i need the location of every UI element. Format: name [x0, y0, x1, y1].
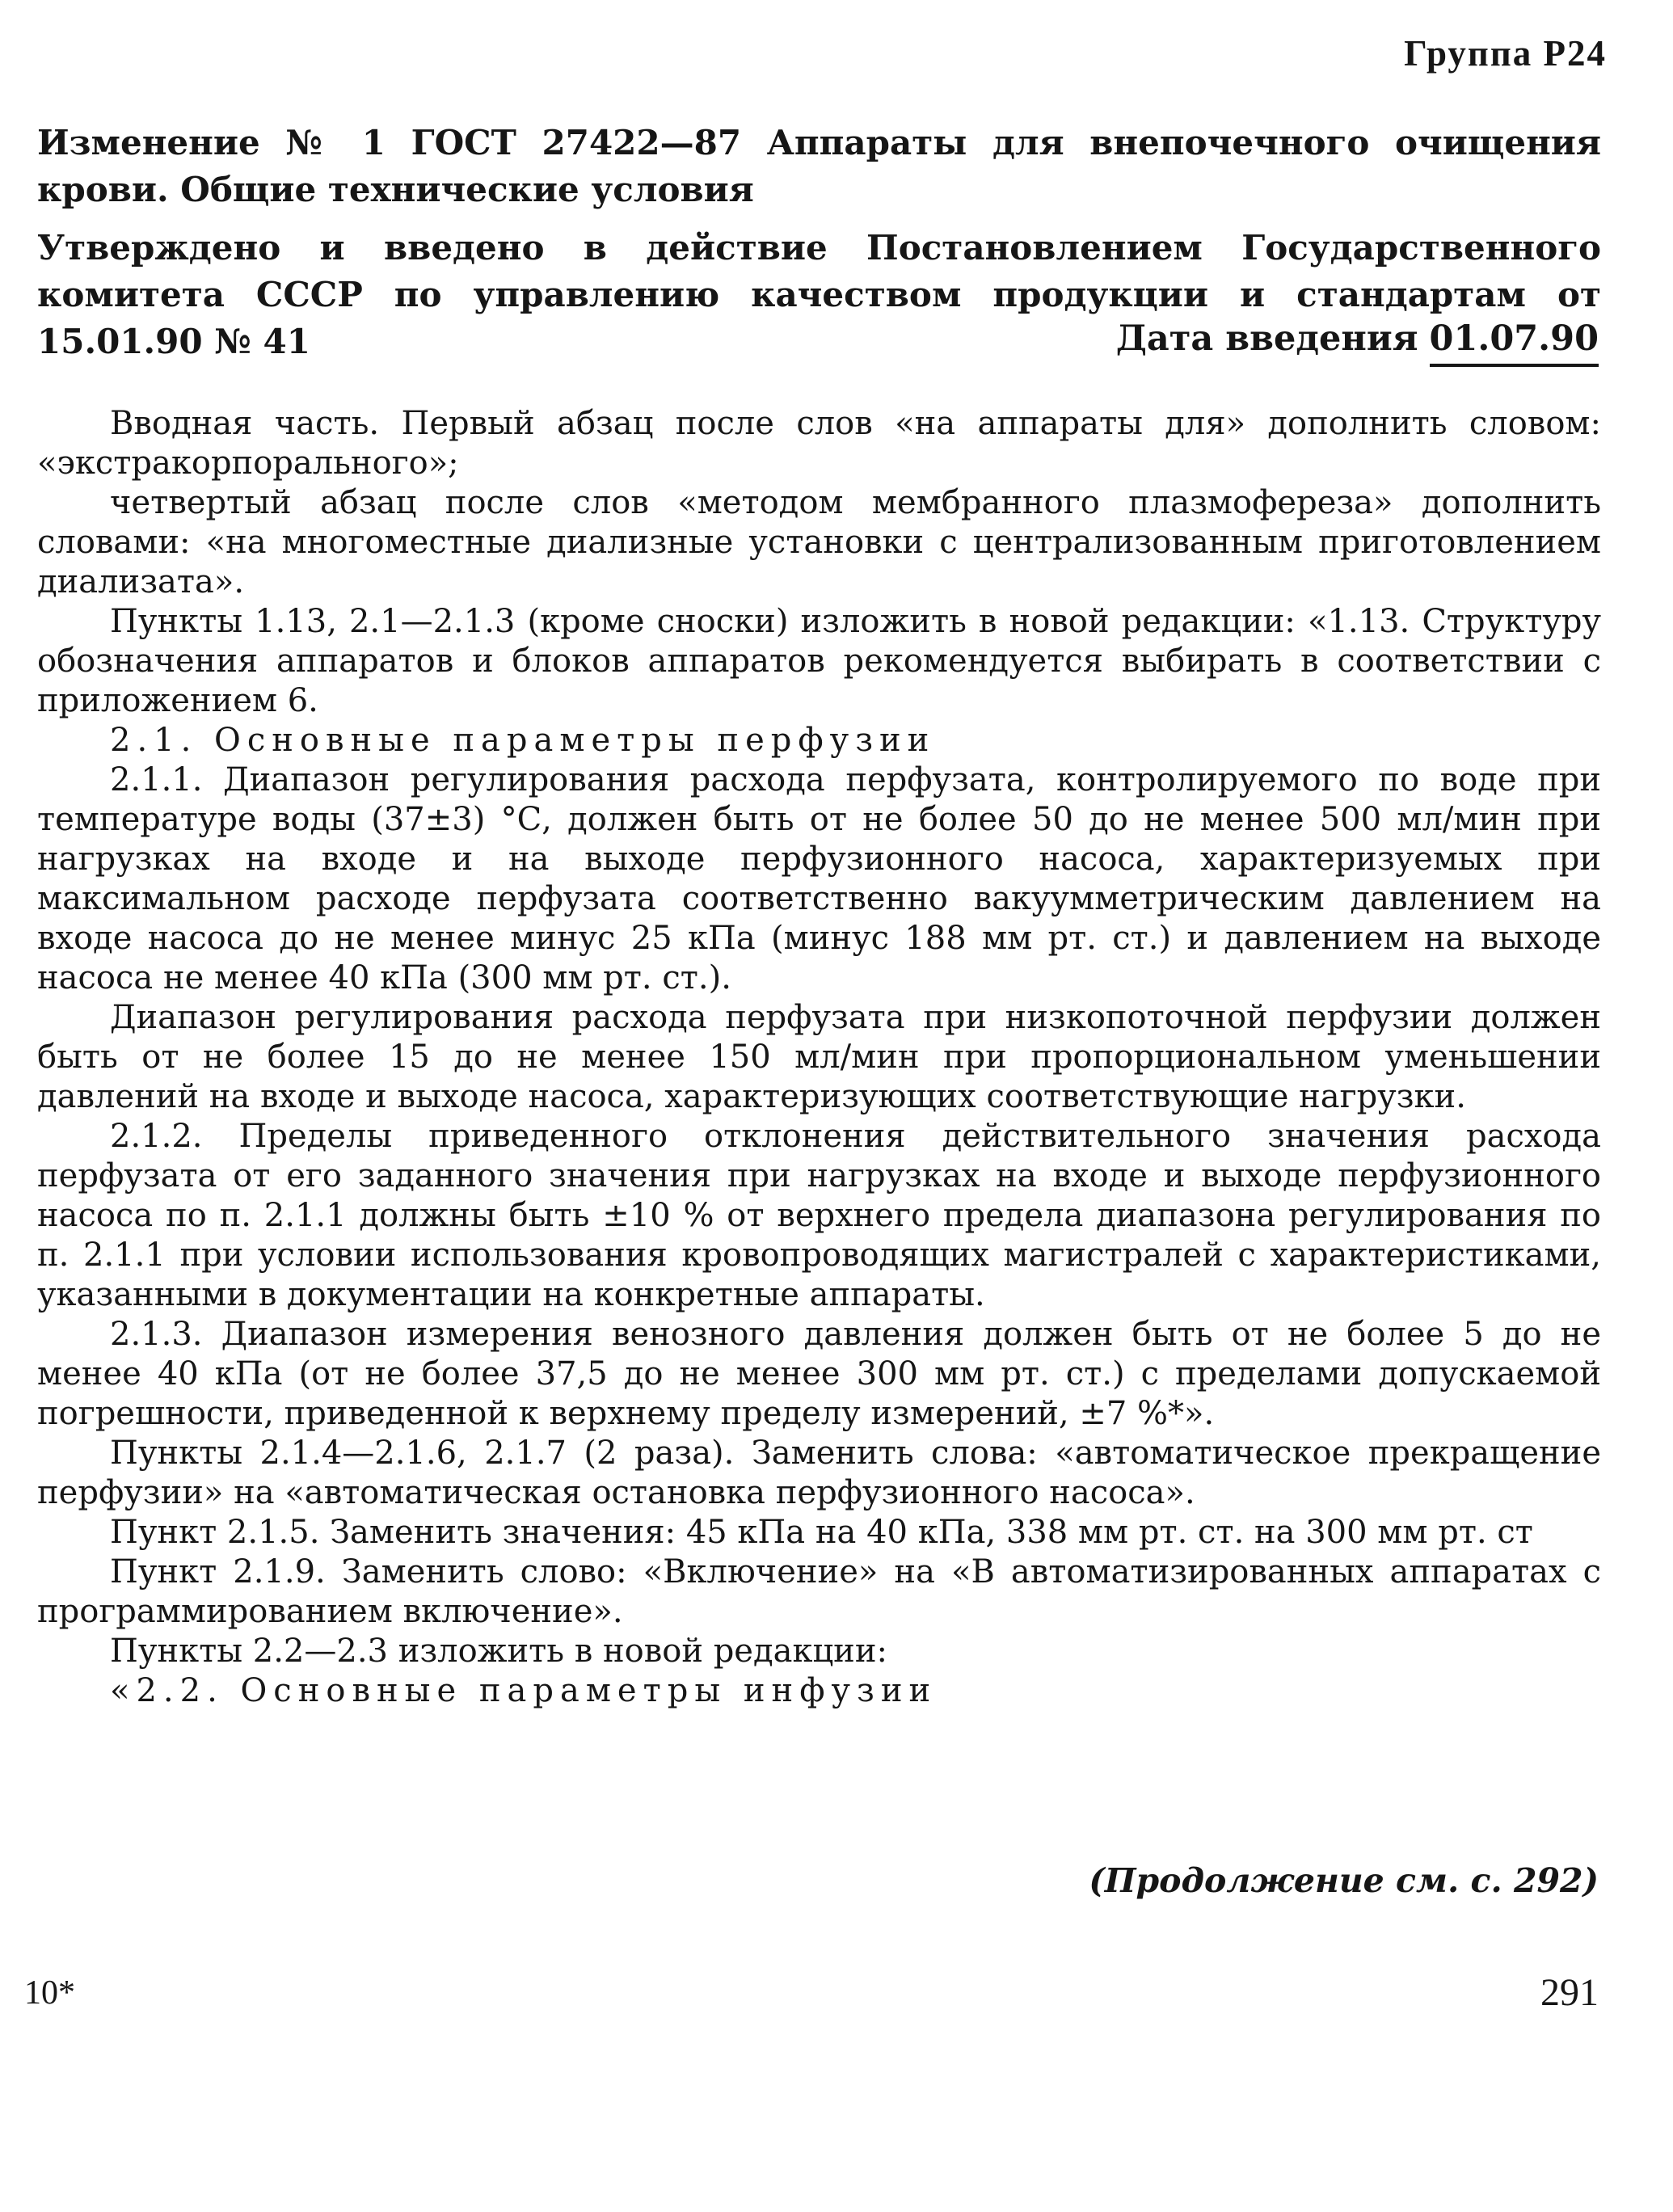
section-heading-perfusion: 2.1. Основные параметры перфузии	[110, 722, 936, 759]
paragraph-intro: Вводная часть. Первый абзац после слов «на аппараты для» дополнить словом: «экстракорпорального»;	[37, 405, 1601, 482]
paragraph-2-1-3: 2.1.3. Диапазон измерения венозного давления должен быть от не более 5 до не менее 40 кПа (от не более 37,5 до не менее 300 мм рт. ст.) с пределами допускаемой погрешности, приведенной к верхнему пределу измерений, ±7 %*».	[37, 1316, 1601, 1432]
group-label: Группа Р24	[1404, 33, 1607, 74]
change-title: Изменение № 1 ГОСТ 27422—87 Аппараты для внепочечного очищения крови. Общие технические условия	[37, 123, 1601, 209]
section-heading-infusion: «2.2. Основные параметры инфузии	[110, 1672, 938, 1709]
sheet-mark: 10*	[24, 1974, 75, 2012]
paragraph-item-2-1-5: Пункт 2.1.5. Заменить значения: 45 кПа на 40 кПа, 338 мм рт. ст. на 300 мм рт. ст	[110, 1514, 1533, 1551]
continuation-note: (Продолжение см. с. 292)	[1089, 1861, 1599, 1900]
page-number: 291	[1540, 1971, 1599, 2014]
introduction-date	[1116, 318, 1599, 367]
introduction-date-value: 01.07.90	[1430, 318, 1599, 367]
document-body	[37, 404, 1601, 1711]
paragraph-items-1-13: Пункты 1.13, 2.1—2.1.3 (кроме сноски) изложить в новой редакции: «1.13. Структуру обозначения аппаратов и блоков аппаратов рекомендуется выбирать в соответствии с приложением 6.	[37, 603, 1601, 719]
paragraph-low-flow: Диапазон регулирования расхода перфузата при низкопоточной перфузии должен быть от не более 15 до не менее 150 мл/мин при пропорциональном уменьшении давлений на входе и выходе насоса, характеризующих соответствующие нагрузки.	[37, 999, 1601, 1115]
paragraph-2-1-2: 2.1.2. Пределы приведенного отклонения действительного значения расхода перфузата от его заданного значения при нагрузках на входе и выходе перфузионного насоса по п. 2.1.1 должны быть ±10 % от верхнего предела диапазона регулирования по п. 2.1.1 при условии использования кровопроводящих магистралей с характеристиками, указанными в документации на конкретные аппараты.	[37, 1118, 1601, 1313]
paragraph-item-2-1-9: Пункт 2.1.9. Заменить слово: «Включение» на «В автоматизированных аппаратах с программированием включение».	[37, 1553, 1601, 1630]
paragraph-items-2-2: Пункты 2.2—2.3 изложить в новой редакции:	[110, 1633, 887, 1670]
paragraph-fourth-abzac: четвертый абзац после слов «методом мембранного плазмофереза» дополнить словами: «на многоместные диализные установки с централизованным приготовлением диализата».	[37, 484, 1601, 600]
approval-statement: Утверждено и введено в действие Постановлением Государственного комитета СССР по управлению качеством продукции и стандартам от 15.01.90 № 41	[37, 228, 1601, 361]
paragraph-2-1-1: 2.1.1. Диапазон регулирования расхода перфузата, контролируемого по воде при температуре воды (37±3) °С, должен быть от не более 50 до не менее 500 мл/мин при нагрузках на входе и на выходе перфузионного насоса, характеризуемых при максимальном расходе перфузата соответственно вакуумметрическим давлением на входе насоса до не менее минус 25 кПа (минус 188 мм рт. ст.) и давлением на выходе насоса не менее 40 кПа (300 мм рт. ст.).	[37, 761, 1601, 996]
introduction-date-label: Дата введения	[1115, 318, 1418, 359]
paragraph-items-2-1-4: Пункты 2.1.4—2.1.6, 2.1.7 (2 раза). Заменить слова: «автоматическое прекращение перфузии» на «автоматическая остановка перфузионного насоса».	[37, 1435, 1601, 1511]
